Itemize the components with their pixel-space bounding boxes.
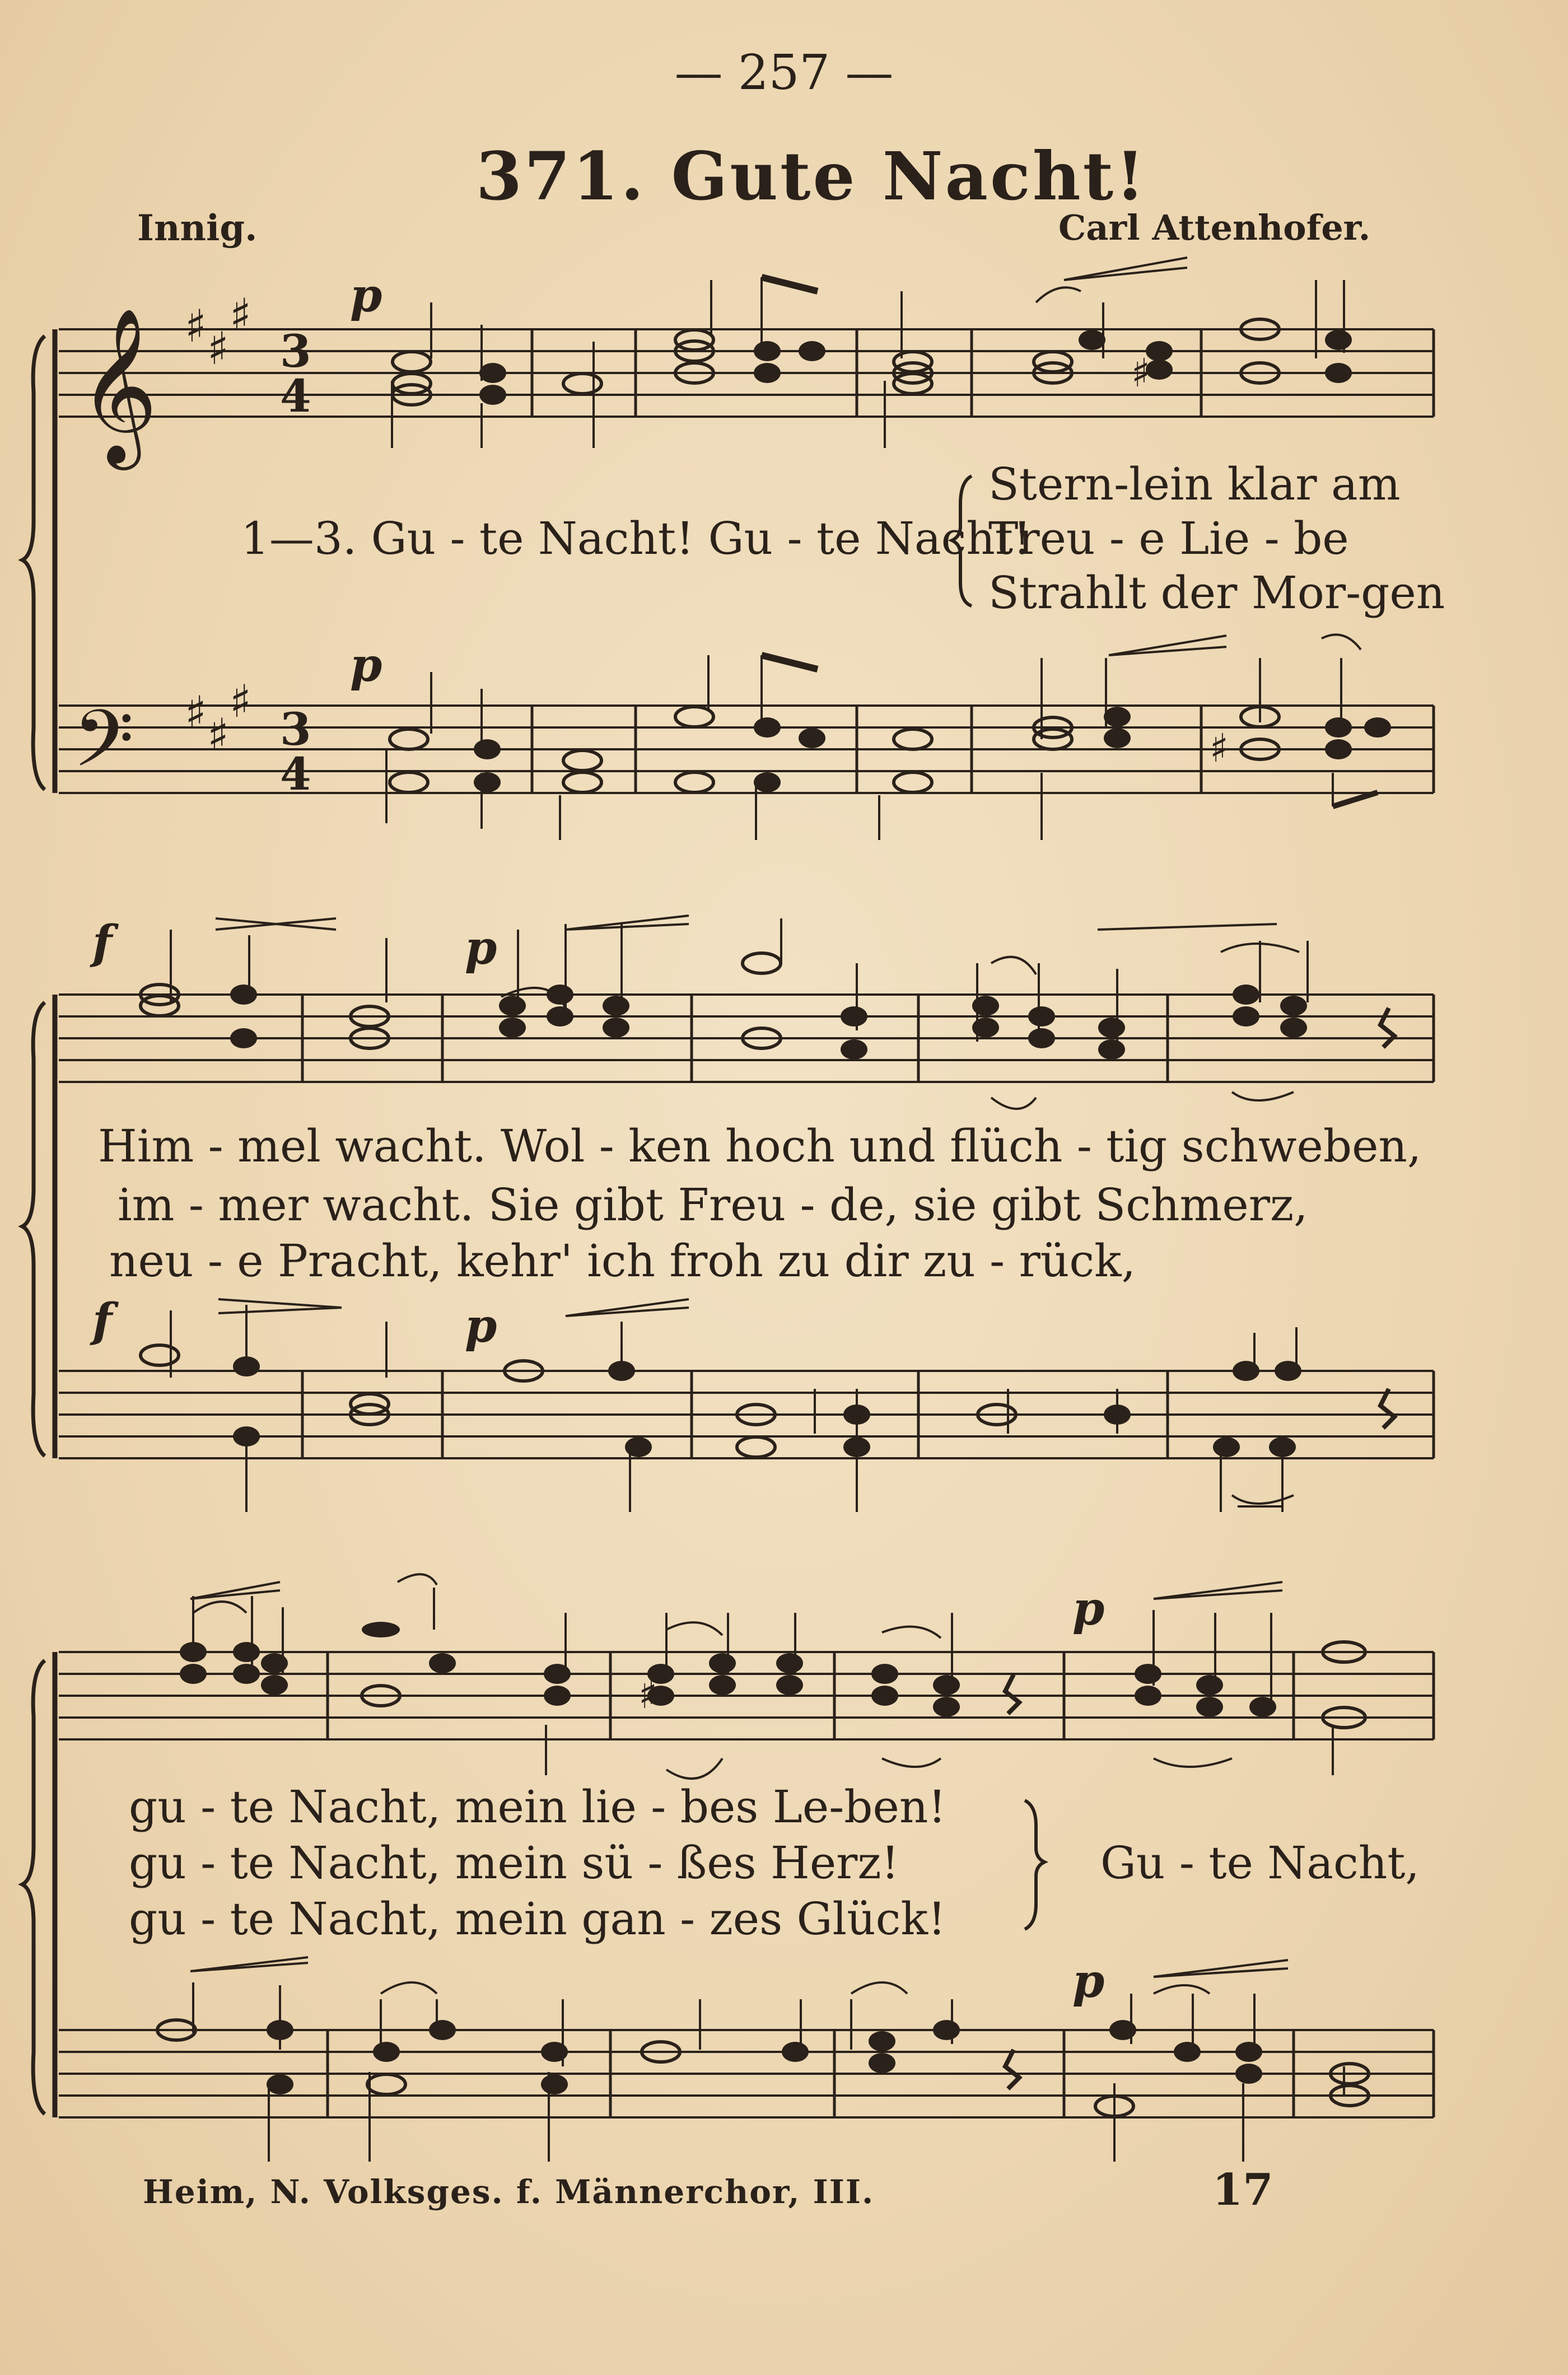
svg-text:♯: ♯ [230,289,251,341]
lyric-line: Him - mel wacht. Wol - ken hoch und flüch - tig schweben, [98,1120,1422,1172]
source-footer: Heim, N. Volksges. f. Männerchor, III. [143,2173,875,2211]
svg-text:♯: ♯ [638,1672,657,1718]
dynamic-piano-2: p [350,638,382,692]
dynamic-piano-3: p [465,921,497,975]
svg-text:𝄢: 𝄢 [73,693,134,804]
lyric-line: im - mer wacht. Sie gibt Freu - de, sie gibt Schmerz, [118,1179,1308,1231]
svg-text:4: 4 [280,748,311,800]
svg-text:♯: ♯ [185,300,207,352]
composer-name: Carl Attenhofer. [1058,207,1371,248]
treble-staff-1 [59,329,1434,417]
lyric-line: Strahlt der Mor-gen [988,567,1445,619]
song-title: 371. Gute Nacht! [476,137,1147,215]
treble-staff-2 [59,995,1434,1082]
lyric-line: Treu - e Lie - be [988,512,1349,564]
lyric-line: neu - e Pracht, kehr' ich froh zu dir zu - rück, [109,1235,1136,1287]
svg-text:♯: ♯ [230,675,251,727]
lyric-line: Stern-lein klar am [988,458,1401,510]
lyric-refrain: Gu - te Nacht, [1100,1837,1420,1889]
svg-text:𝄞: 𝄞 [78,306,158,463]
lyric-line: gu - te Nacht, mein lie - bes Le-ben! [129,1781,946,1833]
svg-text:4: 4 [280,370,311,422]
bass-staff-3 [59,2030,1434,2117]
svg-text:♯: ♯ [207,323,229,375]
tempo-marking: Innig. [137,207,258,249]
lyric-lead: 1—3. Gu - te Nacht! Gu - te Nacht! [241,512,1032,564]
dynamic-forte-2: f [92,1294,113,1347]
svg-text:3: 3 [280,703,311,755]
svg-text:3: 3 [280,325,311,377]
lyric-line: gu - te Nacht, mein sü - ßes Herz! [129,1837,899,1889]
svg-text:♯: ♯ [207,709,229,761]
dynamic-forte-1: f [92,916,113,969]
dynamic-piano-1: p [350,269,382,323]
lyric-line: gu - te Nacht, mein gan - zes Glück! [129,1893,946,1945]
svg-text:♯: ♯ [1131,350,1150,396]
dynamic-piano-6: p [1072,1954,1105,2008]
svg-text:♯: ♯ [1210,725,1229,771]
page-number: — 257 — [674,45,894,101]
dynamic-piano-4: p [465,1299,497,1353]
signature-mark: 17 [1212,2164,1273,2215]
dynamic-piano-5: p [1072,1582,1105,1636]
svg-text:♯: ♯ [185,687,207,739]
